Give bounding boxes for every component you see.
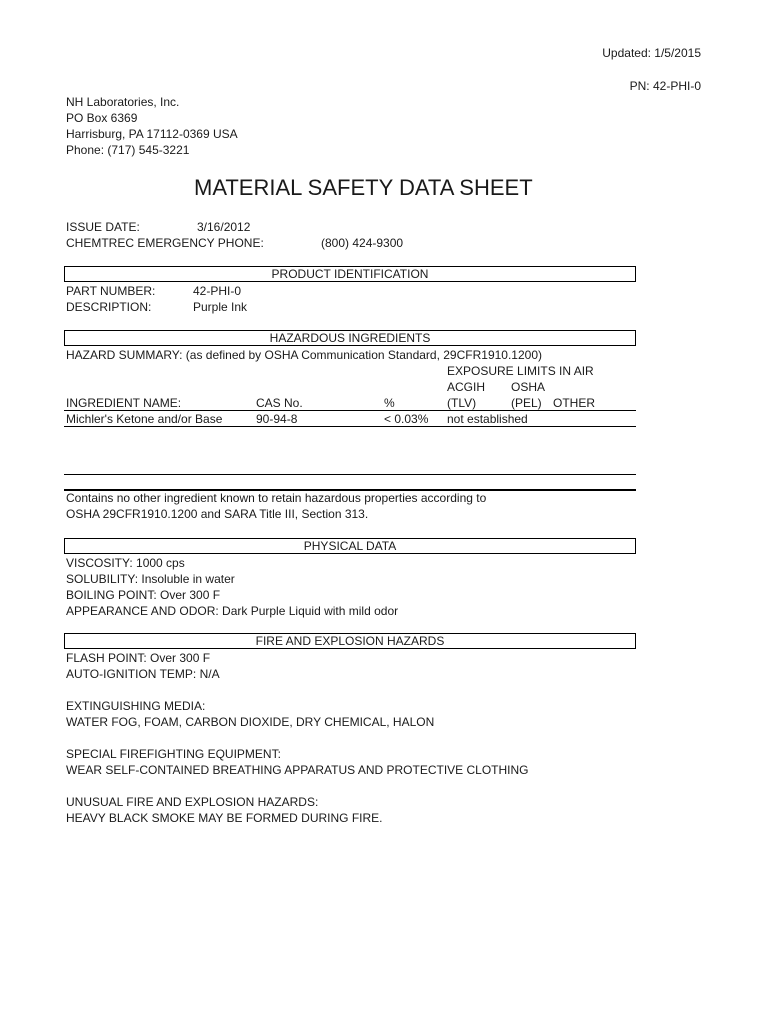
ingredient-name-cell: Michler's Ketone and/or Base	[66, 412, 223, 426]
acgih-header: ACGIH	[447, 380, 486, 394]
table-row-rule	[64, 426, 636, 427]
unusual-hazards-value: HEAVY BLACK SMOKE MAY BE FORMED DURING FIRE.	[66, 811, 383, 825]
exposure-limits-header: EXPOSURE LIMITS IN AIR	[447, 364, 594, 378]
updated-date: Updated: 1/5/2015	[602, 46, 701, 60]
hazard-summary: HAZARD SUMMARY: (as defined by OSHA Communication Standard, 29CFR1910.1200)	[66, 348, 542, 362]
appearance-odor: APPEARANCE AND ODOR: Dark Purple Liquid with mild odor	[66, 604, 399, 618]
product-identification-heading: PRODUCT IDENTIFICATION	[64, 266, 636, 282]
issue-date-value: 3/16/2012	[197, 220, 251, 234]
part-number-label: PART NUMBER:	[66, 284, 156, 298]
company-address-1: PO Box 6369	[66, 111, 138, 125]
part-number-header: PN: 42-PHI-0	[629, 79, 701, 93]
ingredient-cas-cell: 90-94-8	[256, 412, 298, 426]
solubility: SOLUBILITY: Insoluble in water	[66, 572, 235, 586]
column-percent: %	[384, 396, 395, 410]
company-address-2: Harrisburg, PA 17112-0369 USA	[66, 127, 238, 141]
column-tlv: (TLV)	[447, 396, 477, 410]
fire-explosion-heading: FIRE AND EXPLOSION HAZARDS	[64, 633, 636, 649]
column-cas-no: CAS No.	[256, 396, 303, 410]
flash-point: FLASH POINT: Over 300 F	[66, 651, 211, 665]
company-phone: Phone: (717) 545-3221	[66, 143, 190, 157]
ingredient-percent-cell: < 0.03%	[384, 412, 429, 426]
special-equipment-value: WEAR SELF-CONTAINED BREATHING APPARATUS AND PROTECTIVE CLOTHING	[66, 763, 529, 777]
hazard-note-line-1: Contains no other ingredient known to retain hazardous properties according to	[66, 491, 487, 505]
description-value: Purple Ink	[193, 300, 248, 314]
boiling-point: BOILING POINT: Over 300 F	[66, 588, 221, 602]
hazard-note-line-2: OSHA 29CFR1910.1200 and SARA Title III, Section 313.	[66, 507, 369, 521]
osha-header: OSHA	[511, 380, 546, 394]
column-ingredient-name: INGREDIENT NAME:	[66, 396, 182, 410]
ingredient-limit-cell: not established	[447, 412, 528, 426]
part-number-value: 42-PHI-0	[193, 284, 242, 298]
column-other: OTHER	[553, 396, 595, 410]
chemtrec-label: CHEMTREC EMERGENCY PHONE:	[66, 236, 264, 250]
unusual-hazards-label: UNUSUAL FIRE AND EXPLOSION HAZARDS:	[66, 795, 319, 809]
viscosity: VISCOSITY: 1000 cps	[66, 556, 185, 570]
extinguishing-media-label: EXTINGUISHING MEDIA:	[66, 699, 206, 713]
extinguishing-media-value: WATER FOG, FOAM, CARBON DIOXIDE, DRY CHEMICAL, HALON	[66, 715, 435, 729]
physical-data-heading: PHYSICAL DATA	[64, 538, 636, 554]
special-equipment-label: SPECIAL FIREFIGHTING EQUIPMENT:	[66, 747, 281, 761]
company-name: NH Laboratories, Inc.	[66, 95, 180, 109]
description-label: DESCRIPTION:	[66, 300, 152, 314]
auto-ignition-temp: AUTO-IGNITION TEMP: N/A	[66, 667, 220, 681]
issue-date-label: ISSUE DATE:	[66, 220, 140, 234]
hazardous-ingredients-heading: HAZARDOUS INGREDIENTS	[64, 330, 636, 346]
column-pel: (PEL)	[511, 396, 542, 410]
page-title: MATERIAL SAFETY DATA SHEET	[194, 175, 533, 200]
table-end-rule	[64, 474, 636, 475]
chemtrec-phone: (800) 424-9300	[321, 236, 404, 250]
